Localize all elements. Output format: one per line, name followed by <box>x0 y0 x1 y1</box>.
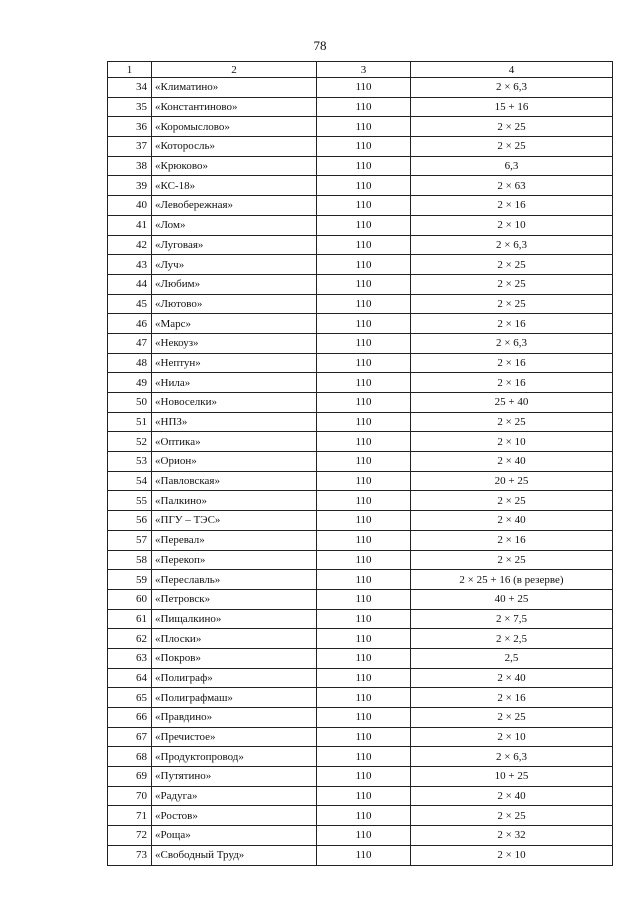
substation-name-cell: «Продуктопровод» <box>152 747 317 767</box>
column-header-4: 4 <box>411 62 613 78</box>
transformer-power-cell: 2 × 32 <box>411 826 613 846</box>
table-row <box>108 491 613 511</box>
voltage-cell: 110 <box>317 176 411 196</box>
transformer-power-cell: 2 × 6,3 <box>411 78 613 98</box>
table-row <box>108 78 613 98</box>
column-header-1: 1 <box>108 62 152 78</box>
row-number-cell: 72 <box>108 826 152 846</box>
table-row <box>108 727 613 747</box>
table-row <box>108 570 613 590</box>
substation-name-cell: «Перевал» <box>152 530 317 550</box>
transformer-power-cell: 2 × 40 <box>411 668 613 688</box>
transformer-power-cell: 2 × 25 <box>411 412 613 432</box>
transformer-power-cell: 2 × 16 <box>411 314 613 334</box>
column-header-2: 2 <box>152 62 317 78</box>
transformer-power-cell: 2 × 16 <box>411 530 613 550</box>
row-number-cell: 68 <box>108 747 152 767</box>
table-row <box>108 255 613 275</box>
substation-name-cell: «Луч» <box>152 255 317 275</box>
voltage-cell: 110 <box>317 333 411 353</box>
substation-name-cell: «Палкино» <box>152 491 317 511</box>
voltage-cell: 110 <box>317 452 411 472</box>
table-row <box>108 176 613 196</box>
table-row <box>108 648 613 668</box>
substation-name-cell: «Переславль» <box>152 570 317 590</box>
transformer-power-cell: 20 + 25 <box>411 471 613 491</box>
table-row <box>108 845 613 865</box>
substation-name-cell: «Любим» <box>152 274 317 294</box>
voltage-cell: 110 <box>317 727 411 747</box>
row-number-cell: 69 <box>108 767 152 787</box>
voltage-cell: 110 <box>317 668 411 688</box>
substation-name-cell: «Луговая» <box>152 235 317 255</box>
transformer-power-cell: 15 + 16 <box>411 97 613 117</box>
row-number-cell: 66 <box>108 708 152 728</box>
row-number-cell: 34 <box>108 78 152 98</box>
substation-table <box>107 61 613 866</box>
row-number-cell: 56 <box>108 511 152 531</box>
column-header-3: 3 <box>317 62 411 78</box>
substation-name-cell: «Путятино» <box>152 767 317 787</box>
table-row <box>108 747 613 767</box>
voltage-cell: 110 <box>317 609 411 629</box>
substation-name-cell: «Ростов» <box>152 806 317 826</box>
substation-name-cell: «Крюково» <box>152 156 317 176</box>
substation-name-cell: «Павловская» <box>152 471 317 491</box>
transformer-power-cell: 2 × 10 <box>411 215 613 235</box>
voltage-cell: 110 <box>317 196 411 216</box>
voltage-cell: 110 <box>317 137 411 157</box>
row-number-cell: 41 <box>108 215 152 235</box>
table-row <box>108 668 613 688</box>
page-number: 78 <box>313 38 327 53</box>
table-row <box>108 314 613 334</box>
voltage-cell: 110 <box>317 570 411 590</box>
substation-name-cell: «Петровск» <box>152 589 317 609</box>
row-number-cell: 40 <box>108 196 152 216</box>
substation-name-cell: «Левобережная» <box>152 196 317 216</box>
table-row <box>108 688 613 708</box>
table-row <box>108 511 613 531</box>
substation-name-cell: «Марс» <box>152 314 317 334</box>
transformer-power-cell: 2 × 10 <box>411 432 613 452</box>
row-number-cell: 55 <box>108 491 152 511</box>
transformer-power-cell: 2 × 6,3 <box>411 333 613 353</box>
row-number-cell: 58 <box>108 550 152 570</box>
row-number-cell: 60 <box>108 589 152 609</box>
table-row <box>108 373 613 393</box>
transformer-power-cell: 2 × 40 <box>411 511 613 531</box>
transformer-power-cell: 2,5 <box>411 648 613 668</box>
voltage-cell: 110 <box>317 845 411 865</box>
voltage-cell: 110 <box>317 78 411 98</box>
table-row <box>108 609 613 629</box>
transformer-power-cell: 2 × 25 <box>411 708 613 728</box>
row-number-cell: 70 <box>108 786 152 806</box>
table-row <box>108 767 613 787</box>
voltage-cell: 110 <box>317 688 411 708</box>
table-row <box>108 471 613 491</box>
substation-name-cell: «Полиграфмаш» <box>152 688 317 708</box>
table-row <box>108 294 613 314</box>
substation-name-cell: «Лом» <box>152 215 317 235</box>
substation-name-cell: «Орион» <box>152 452 317 472</box>
table-row <box>108 589 613 609</box>
transformer-power-cell: 2 × 6,3 <box>411 235 613 255</box>
table-row <box>108 137 613 157</box>
row-number-cell: 67 <box>108 727 152 747</box>
table-row <box>108 629 613 649</box>
substation-name-cell: «Нила» <box>152 373 317 393</box>
row-number-cell: 45 <box>108 294 152 314</box>
substation-name-cell: «Константиново» <box>152 97 317 117</box>
transformer-power-cell: 2 × 16 <box>411 688 613 708</box>
substation-name-cell: «Коромыслово» <box>152 117 317 137</box>
voltage-cell: 110 <box>317 393 411 413</box>
voltage-cell: 110 <box>317 255 411 275</box>
table-row <box>108 353 613 373</box>
voltage-cell: 110 <box>317 491 411 511</box>
transformer-power-cell: 2 × 40 <box>411 452 613 472</box>
transformer-power-cell: 25 + 40 <box>411 393 613 413</box>
transformer-power-cell: 2 × 10 <box>411 845 613 865</box>
table-header-row <box>108 62 613 78</box>
substation-name-cell: «Свободный Труд» <box>152 845 317 865</box>
row-number-cell: 61 <box>108 609 152 629</box>
table-row <box>108 412 613 432</box>
transformer-power-cell: 6,3 <box>411 156 613 176</box>
substation-name-cell: «Лютово» <box>152 294 317 314</box>
table-row <box>108 393 613 413</box>
table-row <box>108 333 613 353</box>
table-row <box>108 117 613 137</box>
substation-name-cell: «ПГУ – ТЭС» <box>152 511 317 531</box>
voltage-cell: 110 <box>317 826 411 846</box>
table-row <box>108 156 613 176</box>
table-row <box>108 432 613 452</box>
substation-name-cell: «Пречистое» <box>152 727 317 747</box>
row-number-cell: 53 <box>108 452 152 472</box>
row-number-cell: 38 <box>108 156 152 176</box>
voltage-cell: 110 <box>317 215 411 235</box>
table-row <box>108 708 613 728</box>
substation-name-cell: «Пищалкино» <box>152 609 317 629</box>
voltage-cell: 110 <box>317 97 411 117</box>
row-number-cell: 42 <box>108 235 152 255</box>
table-row <box>108 826 613 846</box>
row-number-cell: 64 <box>108 668 152 688</box>
substation-name-cell: «Которосль» <box>152 137 317 157</box>
transformer-power-cell: 2 × 25 <box>411 550 613 570</box>
table-row <box>108 530 613 550</box>
transformer-power-cell: 2 × 40 <box>411 786 613 806</box>
transformer-power-cell: 2 × 25 <box>411 491 613 511</box>
voltage-cell: 110 <box>317 747 411 767</box>
voltage-cell: 110 <box>317 235 411 255</box>
transformer-power-cell: 2 × 25 <box>411 255 613 275</box>
row-number-cell: 71 <box>108 806 152 826</box>
voltage-cell: 110 <box>317 412 411 432</box>
table-row <box>108 452 613 472</box>
substation-name-cell: «Роща» <box>152 826 317 846</box>
row-number-cell: 47 <box>108 333 152 353</box>
voltage-cell: 110 <box>317 550 411 570</box>
voltage-cell: 110 <box>317 156 411 176</box>
substation-name-cell: «Нептун» <box>152 353 317 373</box>
voltage-cell: 110 <box>317 432 411 452</box>
row-number-cell: 35 <box>108 97 152 117</box>
row-number-cell: 54 <box>108 471 152 491</box>
row-number-cell: 49 <box>108 373 152 393</box>
voltage-cell: 110 <box>317 274 411 294</box>
substation-name-cell: «Правдино» <box>152 708 317 728</box>
substation-name-cell: «Климатино» <box>152 78 317 98</box>
voltage-cell: 110 <box>317 786 411 806</box>
substation-name-cell: «Полиграф» <box>152 668 317 688</box>
transformer-power-cell: 2 × 25 <box>411 294 613 314</box>
table-row <box>108 550 613 570</box>
voltage-cell: 110 <box>317 353 411 373</box>
row-number-cell: 39 <box>108 176 152 196</box>
voltage-cell: 110 <box>317 511 411 531</box>
table-body <box>108 62 613 866</box>
row-number-cell: 44 <box>108 274 152 294</box>
row-number-cell: 46 <box>108 314 152 334</box>
voltage-cell: 110 <box>317 806 411 826</box>
voltage-cell: 110 <box>317 589 411 609</box>
transformer-power-cell: 2 × 6,3 <box>411 747 613 767</box>
voltage-cell: 110 <box>317 294 411 314</box>
substation-name-cell: «Радуга» <box>152 786 317 806</box>
row-number-cell: 51 <box>108 412 152 432</box>
transformer-power-cell: 10 + 25 <box>411 767 613 787</box>
transformer-power-cell: 2 × 63 <box>411 176 613 196</box>
transformer-power-cell: 2 × 25 <box>411 806 613 826</box>
transformer-power-cell: 2 × 7,5 <box>411 609 613 629</box>
transformer-power-cell: 2 × 16 <box>411 196 613 216</box>
table-row <box>108 274 613 294</box>
table-row <box>108 786 613 806</box>
row-number-cell: 50 <box>108 393 152 413</box>
row-number-cell: 59 <box>108 570 152 590</box>
table-row <box>108 235 613 255</box>
voltage-cell: 110 <box>317 767 411 787</box>
table-row <box>108 196 613 216</box>
substation-name-cell: «Перекоп» <box>152 550 317 570</box>
transformer-power-cell: 2 × 25 + 16 (в резерве) <box>411 570 613 590</box>
voltage-cell: 110 <box>317 471 411 491</box>
transformer-power-cell: 2 × 2,5 <box>411 629 613 649</box>
row-number-cell: 62 <box>108 629 152 649</box>
transformer-power-cell: 40 + 25 <box>411 589 613 609</box>
substation-name-cell: «Покров» <box>152 648 317 668</box>
row-number-cell: 63 <box>108 648 152 668</box>
voltage-cell: 110 <box>317 373 411 393</box>
voltage-cell: 110 <box>317 648 411 668</box>
row-number-cell: 37 <box>108 137 152 157</box>
row-number-cell: 43 <box>108 255 152 275</box>
row-number-cell: 73 <box>108 845 152 865</box>
table-row <box>108 215 613 235</box>
table-row <box>108 97 613 117</box>
substation-name-cell: «Оптика» <box>152 432 317 452</box>
voltage-cell: 110 <box>317 314 411 334</box>
substation-name-cell: «КС-18» <box>152 176 317 196</box>
substation-name-cell: «Плоски» <box>152 629 317 649</box>
table-row <box>108 806 613 826</box>
transformer-power-cell: 2 × 25 <box>411 274 613 294</box>
transformer-power-cell: 2 × 16 <box>411 373 613 393</box>
row-number-cell: 36 <box>108 117 152 137</box>
row-number-cell: 52 <box>108 432 152 452</box>
row-number-cell: 65 <box>108 688 152 708</box>
row-number-cell: 57 <box>108 530 152 550</box>
voltage-cell: 110 <box>317 708 411 728</box>
row-number-cell: 48 <box>108 353 152 373</box>
transformer-power-cell: 2 × 16 <box>411 353 613 373</box>
transformer-power-cell: 2 × 25 <box>411 137 613 157</box>
substation-name-cell: «Некоуз» <box>152 333 317 353</box>
substation-name-cell: «Новоселки» <box>152 393 317 413</box>
transformer-power-cell: 2 × 10 <box>411 727 613 747</box>
voltage-cell: 110 <box>317 117 411 137</box>
substation-name-cell: «НПЗ» <box>152 412 317 432</box>
voltage-cell: 110 <box>317 629 411 649</box>
voltage-cell: 110 <box>317 530 411 550</box>
transformer-power-cell: 2 × 25 <box>411 117 613 137</box>
